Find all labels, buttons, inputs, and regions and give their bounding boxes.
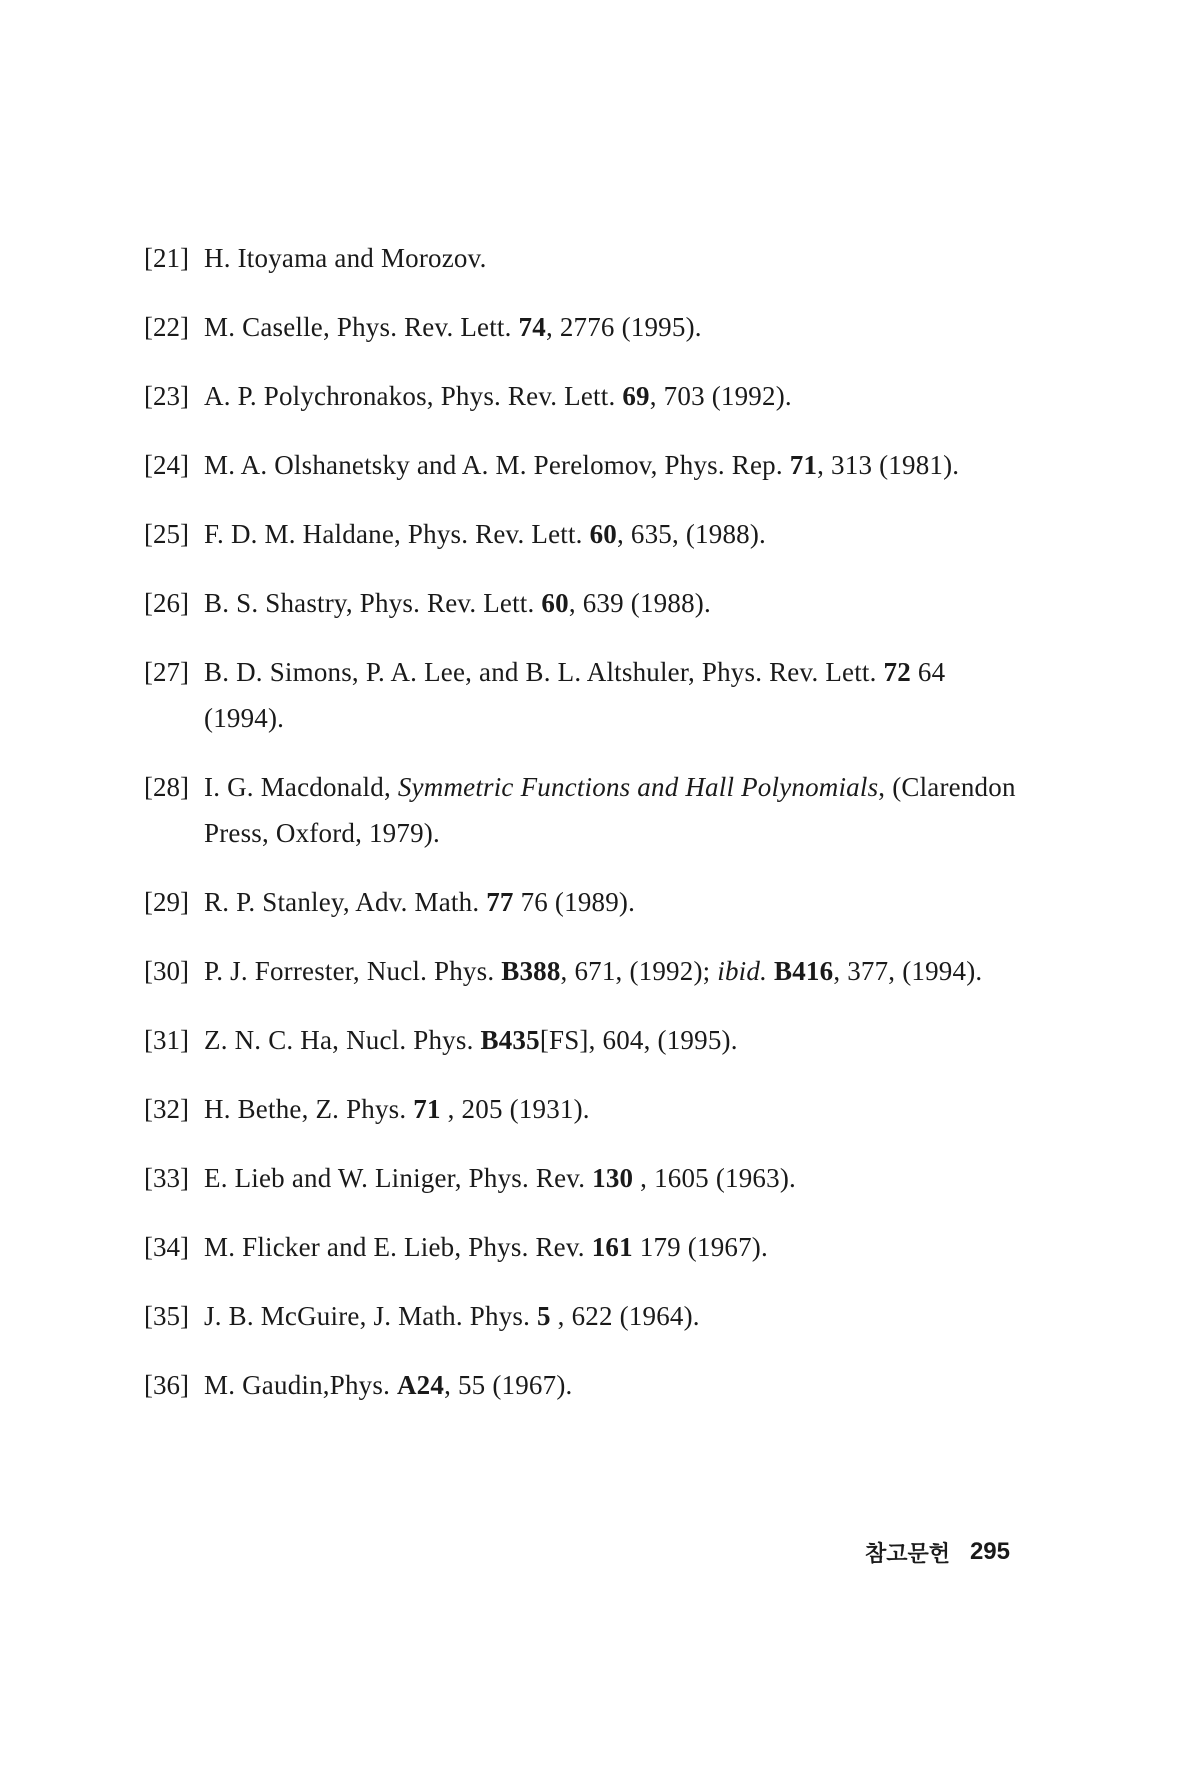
volume-number: 60 [589,519,617,549]
reference-number: [32] [144,1094,189,1124]
page-footer [810,1532,1010,1572]
reference-number: [25] [144,519,189,549]
reference-text [204,580,1024,626]
reference-number: [31] [144,1025,189,1055]
reference-item [144,1155,1024,1201]
reference-segment: 64 (1994). [204,657,946,733]
volume-number: A24 [396,1370,445,1400]
reference-text [204,373,1024,419]
reference-segment: , 2776 (1995). [545,312,702,342]
reference-number: [28] [144,772,189,802]
reference-number: [29] [144,887,189,917]
reference-segment: , 671, (1992); [560,956,718,986]
reference-segment: M. Gaudin,Phys. [204,1370,397,1400]
reference-segment: I. G. Macdonald, [204,772,398,802]
reference-segment: , 55 (1967). [444,1370,573,1400]
reference-segment: M. Flicker and E. Lieb, Phys. Rev. [204,1232,592,1262]
volume-number: 72 [883,657,911,687]
reference-segment: F. D. M. Haldane, Phys. Rev. Lett. [204,519,590,549]
reference-text [204,235,1024,281]
reference-segment [767,956,774,986]
reference-text [204,1224,1024,1270]
reference-item [144,948,1024,994]
reference-list [144,235,1024,1431]
reference-item [144,511,1024,557]
reference-segment: , 313 (1981). [817,450,960,480]
reference-number: [23] [144,381,189,411]
reference-segment: , 622 (1964). [550,1301,700,1331]
reference-segment: , 377, (1994). [833,956,983,986]
reference-segment: , (Clarendon Press, Oxford, 1979). [204,772,1016,848]
reference-text [204,1293,1024,1339]
reference-segment: H. Bethe, Z. Phys. [204,1094,414,1124]
reference-number: [22] [144,312,189,342]
reference-segment: Z. N. C. Ha, Nucl. Phys. [204,1025,481,1055]
reference-item [144,1293,1024,1339]
reference-segment: , 639 (1988). [568,588,711,618]
volume-number: 77 [486,887,514,917]
reference-item [144,235,1024,281]
page-number: 295 [969,1538,1010,1565]
reference-text [204,1086,1024,1132]
volume-number: B435 [480,1025,540,1055]
reference-number: [26] [144,588,189,618]
reference-segment: 179 (1967). [632,1232,768,1262]
volume-number: 71 [789,450,818,480]
reference-segment: , 205 (1931). [440,1094,590,1124]
volume-number: 60 [541,588,569,618]
reference-number: [24] [144,450,189,480]
reference-item [144,1224,1024,1270]
volume-number: 71 [413,1094,441,1124]
volume-number: 161 [591,1232,633,1262]
running-footer-title: 참고문헌 [864,1541,950,1567]
reference-item [144,580,1024,626]
reference-number: [34] [144,1232,189,1262]
reference-segment: R. P. Stanley, Adv. Math. [204,887,487,917]
volume-number: 5 [537,1301,551,1331]
italic-title: ibid. [717,956,768,986]
reference-segment: H. Itoyama and Morozov. [204,243,487,273]
volume-number: B388 [501,956,561,986]
volume-number: 74 [518,312,546,342]
reference-text [204,511,1024,557]
reference-text [204,1362,1024,1408]
reference-item [144,764,1024,856]
reference-number: [35] [144,1301,189,1331]
reference-item [144,1362,1024,1408]
reference-segment: P. J. Forrester, Nucl. Phys. [204,956,502,986]
reference-number: [27] [144,657,189,687]
reference-text [204,304,1024,350]
reference-segment: M. Caselle, Phys. Rev. Lett. [204,312,519,342]
reference-number: [21] [144,243,189,273]
reference-item [144,1017,1024,1063]
reference-item [144,879,1024,925]
reference-segment: A. P. Polychronakos, Phys. Rev. Lett. [204,381,623,411]
italic-title: Symmetric Functions and Hall Polynomials [397,772,879,802]
reference-item [144,649,1024,741]
reference-text [204,1155,1024,1201]
reference-segment: B. S. Shastry, Phys. Rev. Lett. [204,588,542,618]
reference-segment: , 635, (1988). [616,519,767,549]
reference-text [204,442,1024,488]
reference-segment: , 1605 (1963). [633,1163,796,1193]
reference-text [204,764,1024,856]
reference-segment: E. Lieb and W. Liniger, Phys. Rev. [204,1163,593,1193]
reference-segment: , 703 (1992). [649,381,792,411]
reference-text [204,649,1024,741]
reference-item [144,304,1024,350]
reference-segment: [FS], 604, (1995). [539,1025,738,1055]
reference-segment: M. A. Olshanetsky and A. M. Perelomov, Phys. Rep. [204,450,790,480]
reference-segment: B. D. Simons, P. A. Lee, and B. L. Altshuler, Phys. Rev. Lett. [204,657,884,687]
volume-number: B416 [774,956,834,986]
reference-item [144,373,1024,419]
reference-segment: 76 (1989). [513,887,636,917]
reference-item [144,1086,1024,1132]
reference-text [204,879,1024,925]
reference-number: [30] [144,956,189,986]
reference-number: [33] [144,1163,189,1193]
reference-number: [36] [144,1370,189,1400]
volume-number: 130 [592,1163,634,1193]
reference-text [204,1017,1024,1063]
reference-segment: J. B. McGuire, J. Math. Phys. [204,1301,538,1331]
reference-text [204,948,1024,994]
reference-item [144,442,1024,488]
volume-number: 69 [622,381,650,411]
